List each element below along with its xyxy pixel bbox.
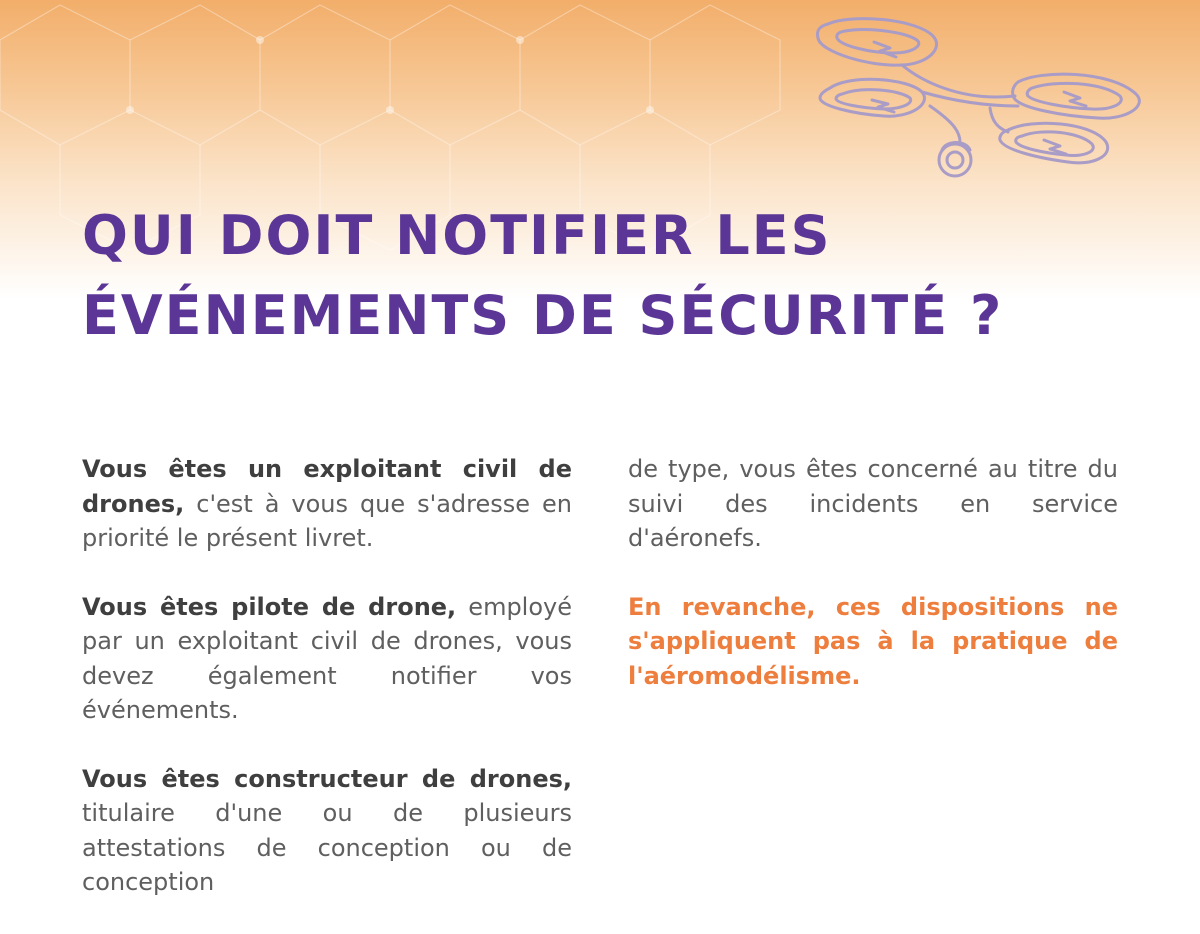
paragraph-exploitant — [82, 452, 572, 556]
page-title — [82, 196, 1003, 356]
paragraph-constructeur-lead: Vous êtes constructeur de drones, — [82, 764, 572, 793]
paragraph-constructeur-body: titulaire d'une ou de plusieurs attestations de conception ou de conception — [82, 799, 572, 896]
title-line-1: QUI DOIT NOTIFIER LES — [82, 204, 832, 267]
aeromodelisme-exception-note: En revanche, ces dispositions ne s'appliquent pas à la pratique de l'aéromodélisme. — [628, 592, 1118, 690]
title-line-2: ÉVÉNEMENTS DE SÉCURITÉ ? — [82, 284, 1004, 347]
right-text-column — [628, 452, 1118, 727]
paragraph-pilote — [82, 590, 572, 728]
paragraph-exploitant-lead: Vous êtes un exploitant civil de drones, — [82, 455, 572, 518]
paragraph-pilote-body: employé par un exploitant civil de drones, vous devez également notifier vos événements. — [82, 592, 572, 724]
paragraph-constructeur — [82, 762, 572, 900]
left-text-column — [82, 452, 572, 934]
paragraph-constructeur-continued: de type, vous êtes concerné au titre du suivi des incidents en service d'aéronefs. — [628, 455, 1118, 552]
paragraph-pilote-lead: Vous êtes pilote de drone, — [82, 592, 457, 621]
paragraph-exploitant-body: c'est à vous que s'adresse en priorité le présent livret. — [82, 489, 572, 552]
drone-icon — [810, 10, 1150, 190]
